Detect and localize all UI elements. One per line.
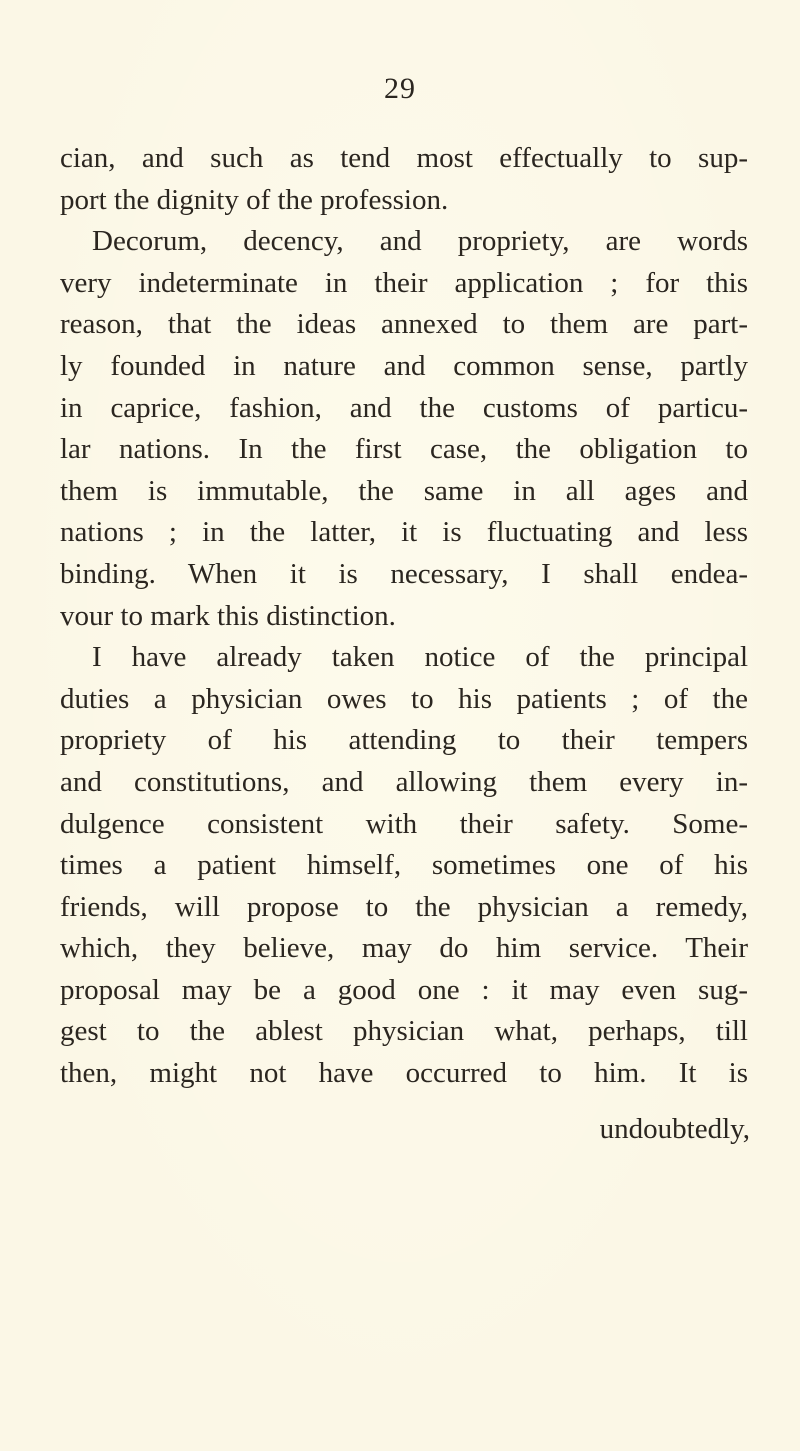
text-line: Decorum, decency, and propriety, are words — [92, 225, 748, 258]
text-line: friends, will propose to the physician a remedy, — [60, 890, 748, 923]
page-number: 29 — [384, 72, 416, 105]
text-line: times a patient himself, sometimes one of his — [60, 849, 748, 882]
text-line: duties a physician owes to his patients ; of the — [60, 682, 748, 715]
text-line: which, they believe, may do him service. Their — [60, 932, 748, 965]
text-line: very indeterminate in their application ; for this — [60, 266, 748, 299]
text-line: dulgence consistent with their safety. Some- — [60, 807, 748, 840]
text-line: vour to mark this distinction. — [60, 599, 396, 632]
text-line: I have already taken notice of the principal — [92, 641, 748, 674]
text-line: port the dignity of the profession. — [60, 183, 449, 216]
text-line: propriety of his attending to their tempers — [60, 724, 748, 757]
body-text — [60, 138, 748, 1095]
catchword: undoubtedly, — [599, 1113, 750, 1145]
text-line: then, might not have occurred to him. It is — [60, 1057, 748, 1090]
text-line: cian, and such as tend most effectually to sup- — [60, 142, 748, 174]
text-line: nations ; in the latter, it is fluctuating and less — [60, 516, 748, 549]
text-line: ly founded in nature and common sense, partly — [60, 349, 748, 382]
text-line: lar nations. In the first case, the obligation to — [60, 433, 748, 466]
text-line: and constitutions, and allowing them every in- — [60, 765, 748, 798]
text-line: gest to the ablest physician what, perhaps, till — [60, 1015, 748, 1048]
text-line: proposal may be a good one : it may even sug- — [60, 973, 748, 1006]
text-line: reason, that the ideas annexed to them are part- — [60, 308, 748, 341]
text-line: them is immutable, the same in all ages and — [60, 474, 748, 507]
text-line: in caprice, fashion, and the customs of particu- — [60, 391, 748, 424]
text-line: binding. When it is necessary, I shall endea- — [60, 557, 748, 590]
